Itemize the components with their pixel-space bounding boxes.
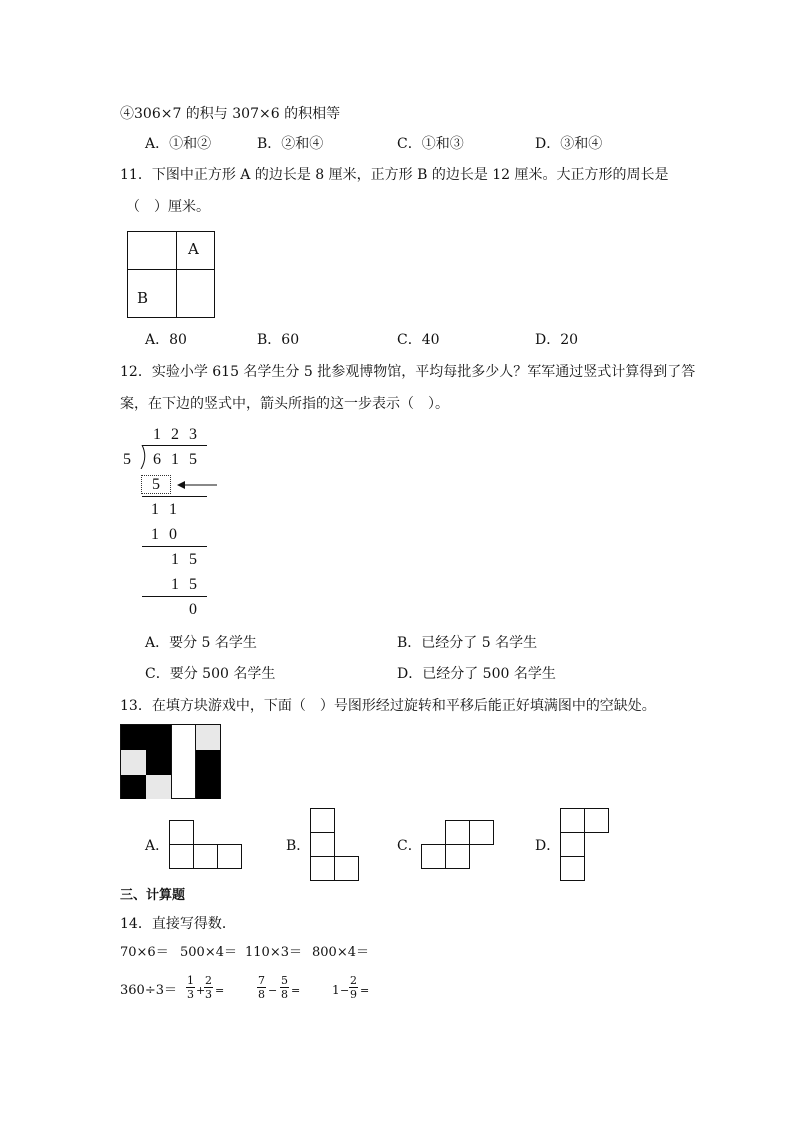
q14-row1-item3: 110×3＝: [245, 945, 302, 960]
puzzle-cell-black: [121, 725, 146, 750]
shape-cell: [334, 856, 359, 881]
q11-option-a: A．80: [145, 332, 187, 348]
q11-option-d: D．20: [535, 332, 579, 348]
q13-text: 13．在填方块游戏中，下面（ ）号图形经过旋转和平移后能正好填满图中的空缺处。: [120, 698, 656, 714]
q13-option-d-label: D．: [535, 838, 561, 854]
shape-cell: [560, 808, 585, 833]
frac2-b-numerator: 5: [281, 974, 288, 987]
puzzle-cell-gray: [196, 725, 220, 750]
dividend-digit-1: 6: [153, 451, 161, 468]
step3-line: [142, 546, 207, 547]
shape-cell: [584, 808, 609, 833]
q10-option-c: C．①和③: [397, 136, 464, 152]
q14-row2-item1: 360÷3＝: [120, 983, 177, 998]
q11-option-b: B．60: [257, 332, 300, 348]
shape-cell: [445, 844, 470, 869]
puzzle-cell-black: [146, 750, 171, 775]
q11-squares-figure: [127, 231, 215, 318]
dividend-digit-3: 5: [189, 451, 197, 468]
shape-cell: [469, 820, 494, 845]
frac2-op: −: [268, 984, 278, 997]
q11-label-b: B: [137, 289, 149, 307]
q13-option-a-label: A．: [145, 838, 170, 854]
long-division: [115, 422, 225, 622]
q12-option-a: A．要分 5 名学生: [145, 635, 257, 651]
q14-row1-item1: 70×6＝: [120, 945, 169, 960]
shape-cell: [421, 844, 446, 869]
puzzle-cell-black: [196, 750, 220, 799]
remainder: 0: [189, 601, 197, 618]
dividend-digit-2: 1: [171, 451, 179, 468]
step4-digit-1: 1: [171, 551, 179, 568]
step4-digit-2: 5: [189, 551, 197, 568]
quotient-digit-2: 2: [171, 426, 179, 443]
frac2-b: [280, 975, 289, 1000]
shape-cell: [193, 844, 218, 869]
shape-cell: [560, 832, 585, 857]
shape-cell: [445, 820, 470, 845]
q10-statement-4: ④306×7 的积与 307×6 的积相等: [120, 106, 341, 122]
quotient-digit-1: 1: [153, 426, 161, 443]
shape-cell: [217, 844, 242, 869]
step3-digit-1: 1: [151, 526, 159, 543]
q12-option-b: B．已经分了 5 名学生: [397, 635, 538, 651]
quotient-digit-3: 3: [189, 426, 197, 443]
q14-text: 14．直接写得数．: [120, 916, 236, 932]
step1-line: [142, 496, 207, 497]
step1-digit: 5: [152, 476, 160, 493]
q11-option-c: C．40: [397, 332, 440, 348]
puzzle-cell-gray: [121, 750, 146, 775]
puzzle-cell-gray: [146, 775, 171, 799]
q11-text-line1: 11．下图中正方形 A 的边长是 8 厘米，正方形 B 的边长是 12 厘米。大正方形的周长是: [120, 167, 669, 183]
q10-option-d: D．③和④: [535, 136, 603, 152]
frac1-a-denominator: 3: [187, 988, 194, 1001]
q13-option-b-label: B．: [286, 838, 311, 854]
q11-text-line2: （ ）厘米。: [126, 199, 210, 215]
q12-text-line2: 案，在下边的竖式中，箭头所指的这一步表示（ ）。: [120, 396, 449, 412]
shape-cell: [169, 844, 194, 869]
puzzle-cell-black: [121, 775, 146, 799]
frac2-a: [257, 975, 266, 1000]
frac2-a-numerator: 7: [258, 974, 265, 987]
puzzle-gap-border: [171, 725, 172, 798]
frac3-b: [349, 975, 358, 1000]
q11-label-a: A: [188, 240, 199, 258]
shape-cell: [310, 856, 335, 881]
q13-option-b-shape: [310, 808, 362, 882]
frac1-a-numerator: 1: [187, 974, 194, 987]
section-title: 三、计算题: [120, 888, 186, 903]
step5-line: [142, 596, 207, 597]
shape-cell: [310, 808, 335, 833]
frac3-op: −: [340, 984, 350, 997]
q12-text-line1: 12．实验小学 615 名学生分 5 批参观博物馆，平均每批多少人？军军通过竖式计算得到了答: [120, 364, 696, 380]
frac3-b-numerator: 2: [350, 974, 357, 987]
step3-digit-2: 0: [169, 526, 177, 543]
frac1-eq: =: [215, 984, 225, 997]
q13-option-a-shape: [169, 820, 245, 870]
frac1-a: [186, 975, 195, 1000]
puzzle-cell-black: [146, 725, 171, 750]
step2-digit-2: 1: [169, 501, 177, 518]
q13-option-c-label: C．: [397, 838, 422, 854]
frac3-whole: 1: [332, 983, 340, 997]
frac3-b-denominator: 9: [350, 988, 357, 1001]
divisor: 5: [123, 451, 131, 468]
shape-cell: [169, 820, 194, 845]
frac2-b-denominator: 8: [281, 988, 288, 1001]
arrow-left-icon: [177, 479, 219, 491]
shape-cell: [310, 832, 335, 857]
q13-option-d-shape: [560, 808, 612, 882]
frac2-eq: =: [291, 984, 301, 997]
q11-horizontal-divider: [127, 269, 215, 270]
frac1-b-numerator: 2: [205, 974, 212, 987]
q12-option-d: D．已经分了 500 名学生: [397, 666, 556, 682]
frac1-op: +: [196, 984, 206, 997]
q14-row1-item4: 800×4＝: [312, 945, 369, 960]
frac1-b: [204, 975, 213, 1000]
division-bracket: [138, 445, 148, 469]
q11-vertical-divider: [176, 231, 177, 318]
step5-digit-2: 5: [189, 576, 197, 593]
q10-option-a: A．①和②: [145, 136, 212, 152]
q14-row1-item2: 500×4＝: [180, 945, 237, 960]
division-bar: [142, 445, 207, 446]
puzzle-gap-border: [195, 725, 196, 798]
shape-cell: [560, 856, 585, 881]
frac3-eq: =: [360, 984, 370, 997]
frac1-b-denominator: 3: [205, 988, 212, 1001]
q13-option-c-shape: [421, 820, 497, 870]
step5-digit-1: 1: [171, 576, 179, 593]
q13-puzzle-grid: [120, 724, 221, 799]
q10-option-b: B．②和④: [257, 136, 324, 152]
frac2-a-denominator: 8: [258, 988, 265, 1001]
q12-option-c: C．要分 500 名学生: [145, 666, 276, 682]
step2-digit-1: 1: [151, 501, 159, 518]
